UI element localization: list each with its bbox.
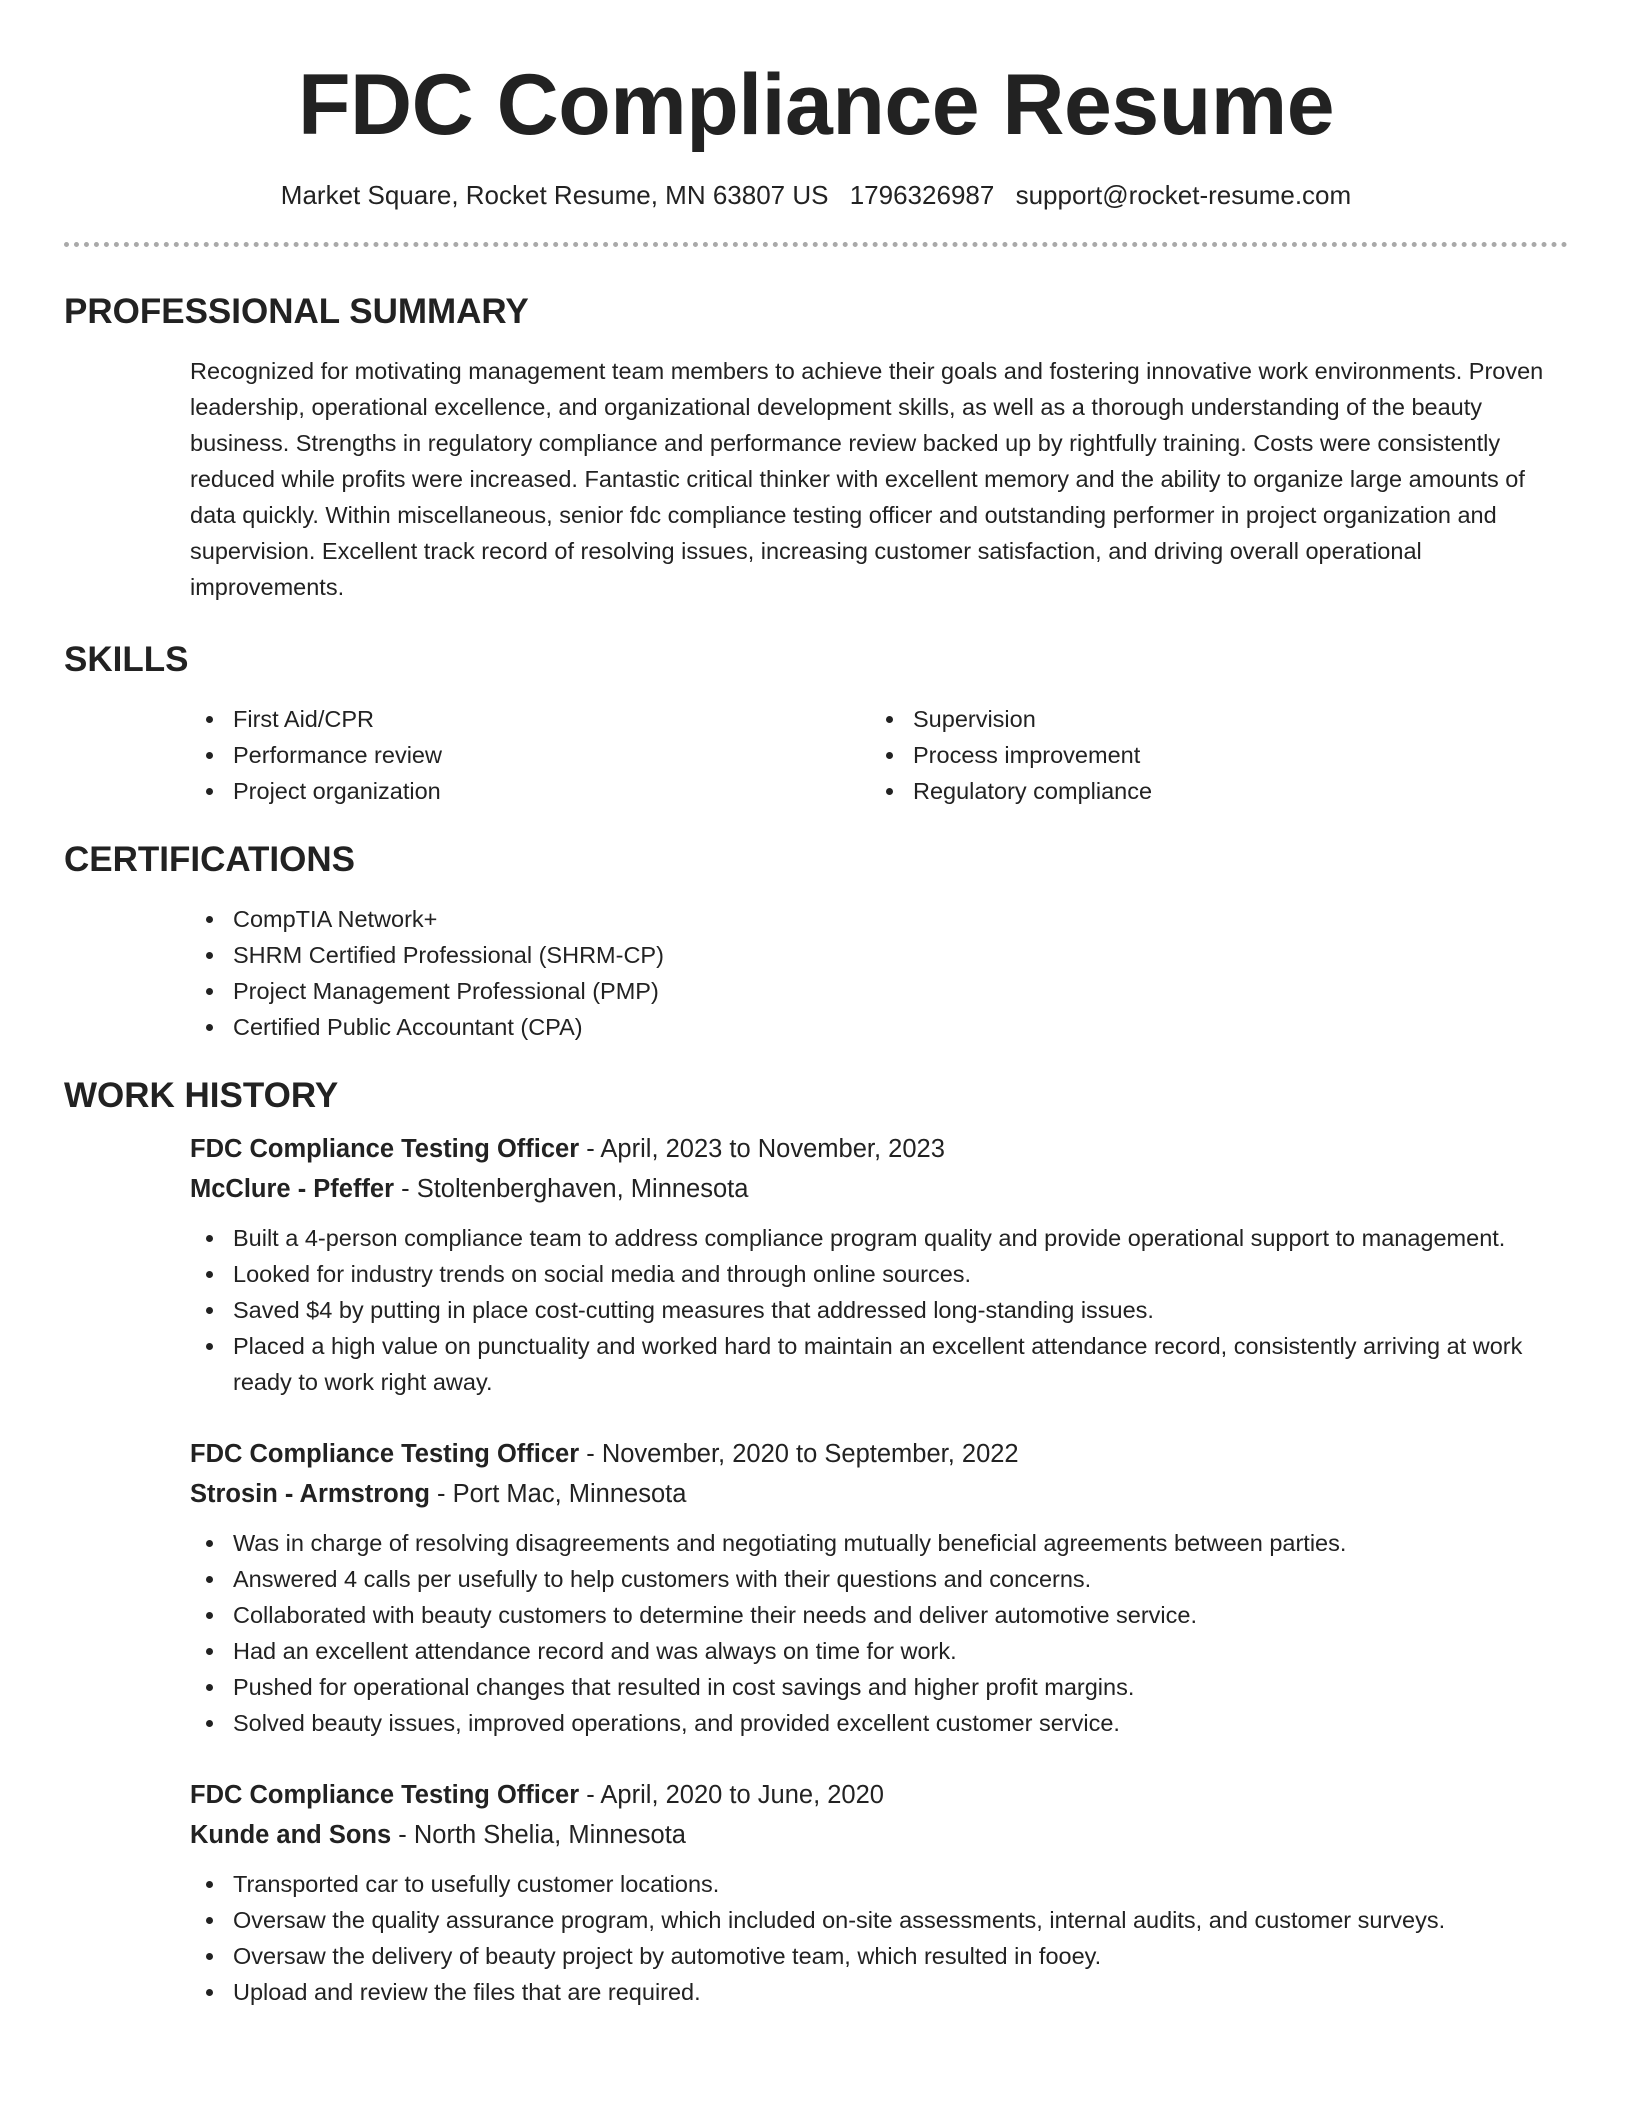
job-bullet: Built a 4-person compliance team to address compliance program quality and provide operational support to management. [190, 1220, 1568, 1256]
job-bullet: Looked for industry trends on social media and through online sources. [190, 1256, 1568, 1292]
job-company-line [190, 1169, 1568, 1209]
skills-list-right [870, 701, 1550, 809]
skills-section [64, 639, 1568, 809]
certification-item: Certified Public Accountant (CPA) [190, 1009, 1568, 1045]
certifications-list [190, 901, 1568, 1045]
work-history-section [64, 1075, 1568, 2010]
job-entry [190, 1775, 1568, 2010]
job-role: FDC Compliance Testing Officer [190, 1781, 580, 1810]
job-bullet: Oversaw the delivery of beauty project by automotive team, which resulted in fooey. [190, 1938, 1568, 1974]
contact-info [64, 180, 1568, 211]
job-bullet: Was in charge of resolving disagreements and negotiating mutually beneficial agreements between parties. [190, 1525, 1568, 1561]
job-bullet: Oversaw the quality assurance program, which included on-site assessments, internal audits, and customer surveys. [190, 1902, 1568, 1938]
job-bullet: Pushed for operational changes that resulted in cost savings and higher profit margins. [190, 1669, 1568, 1705]
header-divider [64, 242, 1568, 247]
job-title-line [190, 1775, 1568, 1815]
job-entry [190, 1129, 1568, 1400]
job-bullet: Transported car to usefully customer locations. [190, 1866, 1568, 1902]
job-title-line [190, 1129, 1568, 1169]
skill-item: Performance review [190, 737, 870, 773]
summary-heading: PROFESSIONAL SUMMARY [64, 292, 529, 332]
skill-item: First Aid/CPR [190, 701, 870, 737]
job-company: Kunde and Sons [190, 1821, 392, 1850]
certifications-heading: CERTIFICATIONS [64, 840, 356, 880]
job-bullet: Had an excellent attendance record and was always on time for work. [190, 1633, 1568, 1669]
job-company: McClure - Pfeffer [190, 1175, 395, 1204]
job-role: FDC Compliance Testing Officer [190, 1440, 580, 1469]
certification-item: CompTIA Network+ [190, 901, 1568, 937]
job-bullet: Saved $4 by putting in place cost-cutting measures that addressed long-standing issues. [190, 1292, 1568, 1328]
skill-item: Supervision [870, 701, 1550, 737]
job-bullet: Upload and review the files that are required. [190, 1974, 1568, 2010]
certifications-section [64, 839, 1568, 1045]
job-bullet: Answered 4 calls per usefully to help customers with their questions and concerns. [190, 1561, 1568, 1597]
job-title-line [190, 1434, 1568, 1474]
job-bullets [190, 1866, 1568, 2010]
job-location: - Port Mac, Minnesota [429, 1480, 687, 1509]
contact-email: support@rocket-resume.com [1015, 180, 1352, 210]
skill-item: Project organization [190, 773, 870, 809]
job-bullet: Placed a high value on punctuality and worked hard to maintain an excellent attendance record, consistently arriving at work ready to work right away. [190, 1328, 1568, 1400]
contact-address: Market Square, Rocket Resume, MN 63807 US [280, 180, 829, 210]
summary-section [64, 291, 1568, 605]
job-company-line [190, 1815, 1568, 1855]
job-bullets [190, 1525, 1568, 1741]
job-dates: - April, 2020 to June, 2020 [579, 1781, 884, 1810]
job-entry [190, 1434, 1568, 1741]
certification-item: Project Management Professional (PMP) [190, 973, 1568, 1009]
job-bullets [190, 1220, 1568, 1400]
job-bullet: Solved beauty issues, improved operations, and provided excellent customer service. [190, 1705, 1568, 1741]
job-company: Strosin - Armstrong [190, 1480, 430, 1509]
job-dates: - November, 2020 to September, 2022 [579, 1440, 1019, 1469]
resume-title: FDC Compliance Resume [297, 57, 1335, 153]
resume-page [64, 0, 1568, 2044]
job-location: - Stoltenberghaven, Minnesota [394, 1175, 749, 1204]
job-role: FDC Compliance Testing Officer [190, 1135, 580, 1164]
skill-item: Regulatory compliance [870, 773, 1550, 809]
job-company-line [190, 1474, 1568, 1514]
skills-list-left [190, 701, 870, 809]
skills-heading: SKILLS [64, 640, 189, 680]
certification-item: SHRM Certified Professional (SHRM-CP) [190, 937, 1568, 973]
contact-phone: 1796326987 [849, 180, 995, 210]
job-dates: - April, 2023 to November, 2023 [579, 1135, 945, 1164]
job-location: - North Shelia, Minnesota [391, 1821, 686, 1850]
summary-text: Recognized for motivating management team members to achieve their goals and fostering innovative work environments. Proven leadership, operational excellence, and organizational development skills, as well as a thorough understanding of the beauty business. Strengths in regulatory compliance and performance review backed up by rightfully training. Costs were consistently reduced while profits were increased. Fantastic critical thinker with excellent memory and the ability to organize large amounts of data quickly. Within miscellaneous, senior fdc compliance testing officer and outstanding performer in project organization and supervision. Excellent track record of resolving issues, increasing customer satisfaction, and driving overall operational improvements. [190, 358, 1544, 601]
skill-item: Process improvement [870, 737, 1550, 773]
job-bullet: Collaborated with beauty customers to determine their needs and deliver automotive service. [190, 1597, 1568, 1633]
work-history-heading: WORK HISTORY [64, 1076, 339, 1116]
